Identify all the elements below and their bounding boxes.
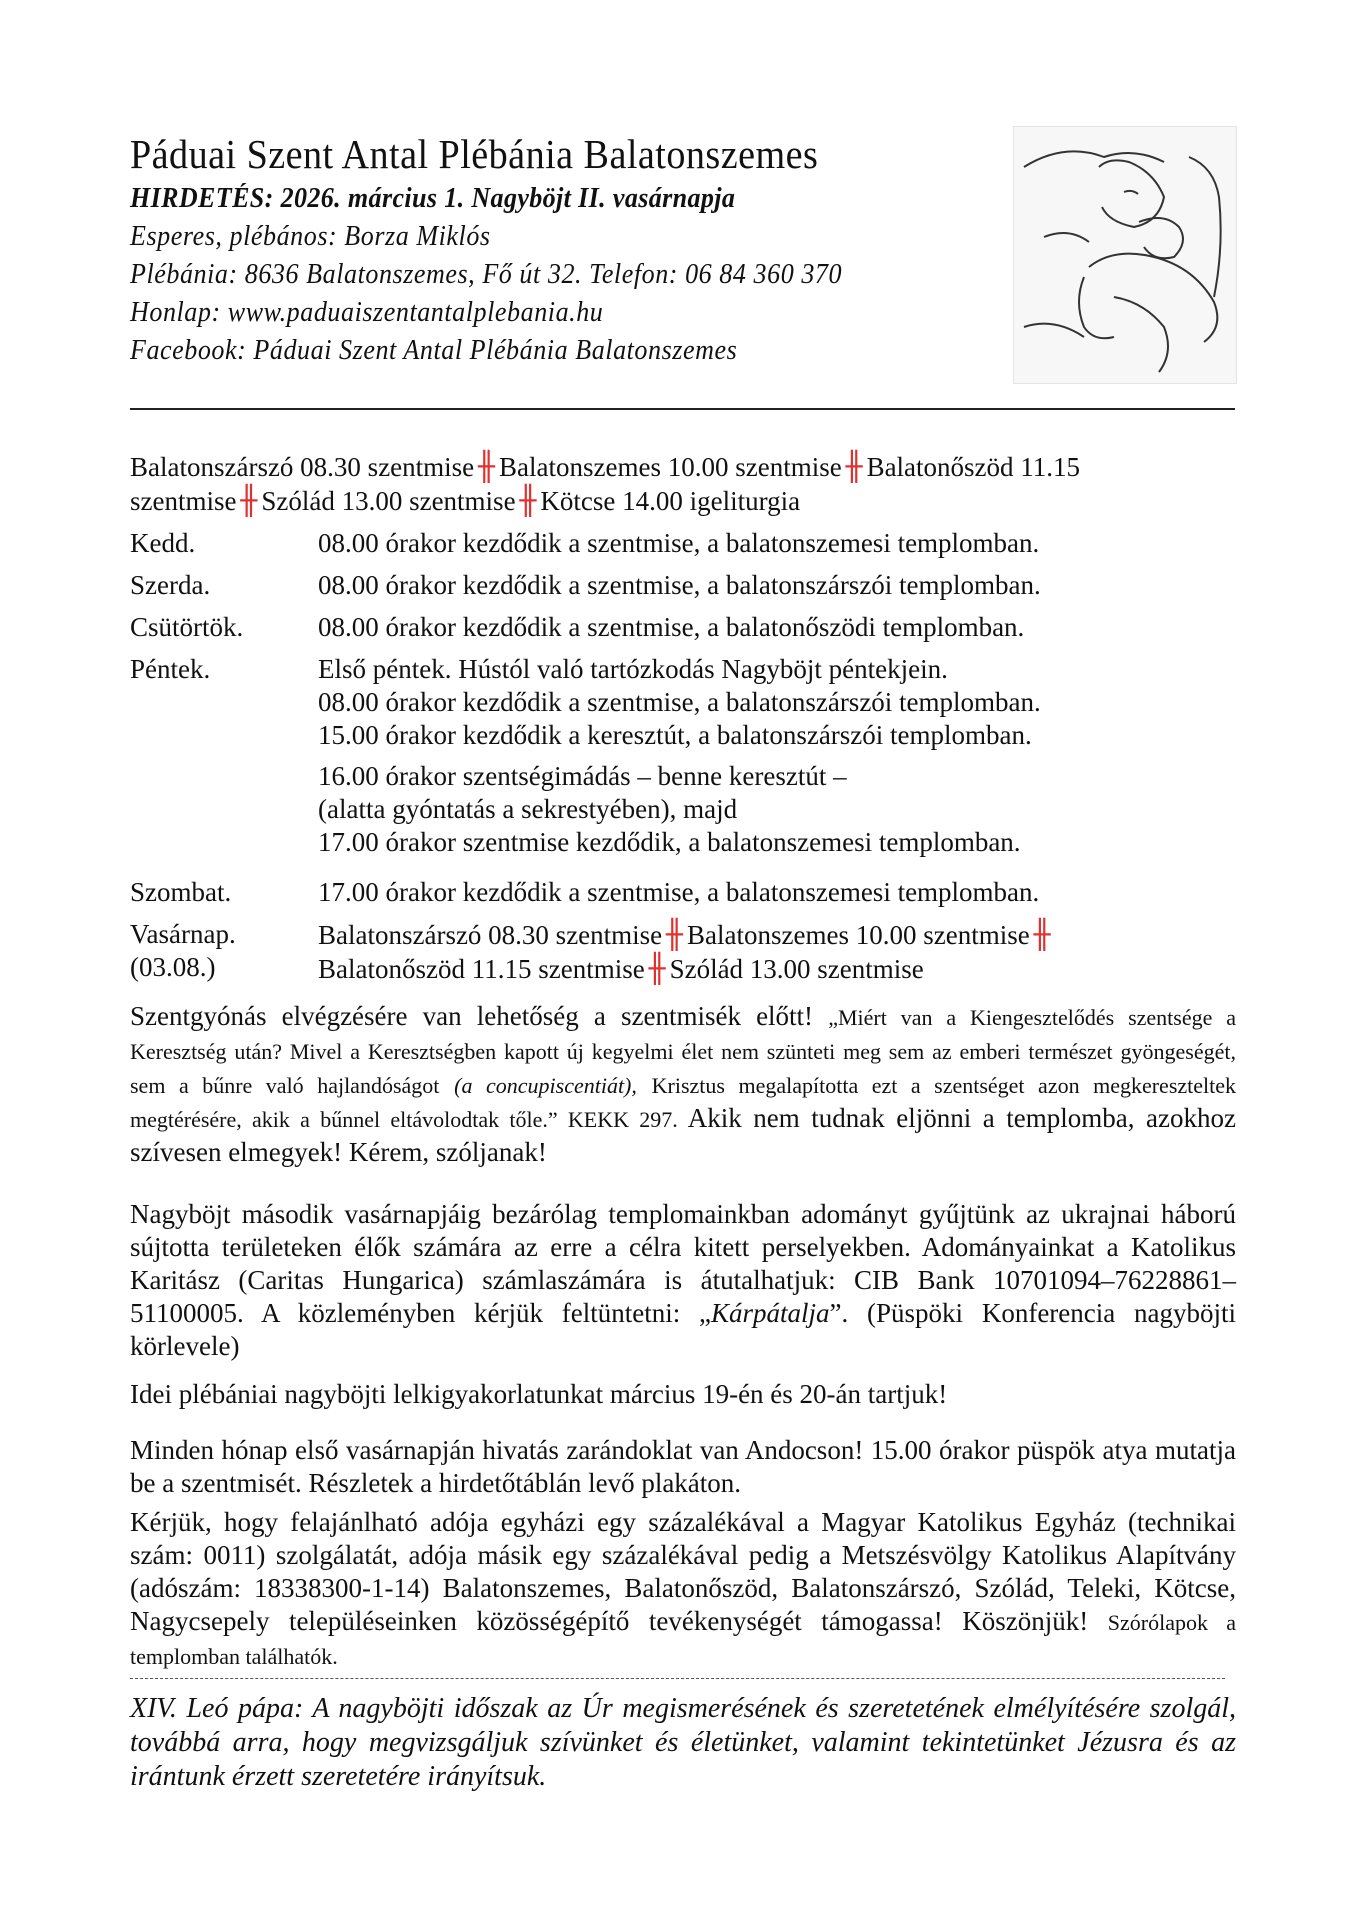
donation-keyword: Kárpátalja	[711, 1298, 830, 1328]
day-text: 15.00 órakor kezdődik a keresztút, a balatonszárszói templomban.	[318, 720, 1032, 750]
sunday-label	[130, 918, 310, 984]
mass-item: Balatonszemes 10.00 szentmise	[687, 920, 1030, 950]
cross-separator-icon: ╫	[240, 484, 258, 517]
cross-separator-icon: ╫	[666, 918, 684, 951]
day-text: 08.00 órakor kezdődik a szentmise, a balatonszárszói templomban.	[318, 570, 1041, 600]
donation-text-end: ”. (Püspöki Konferencia nagyböjti körlevele)	[130, 1298, 1237, 1361]
day-label: Kedd.	[130, 528, 196, 558]
page-title: Páduai Szent Antal Plébánia Balatonszemes	[130, 131, 819, 177]
header-divider	[130, 408, 1235, 410]
day-text: 08.00 órakor kezdődik a szentmise, a balatonszárszói templomban.	[318, 687, 1041, 717]
mass-item: Balatonőszöd 11.15 szentmise	[318, 954, 645, 984]
announcement-date: HIRDETÉS: 2026. március 1. Nagyböjt II. vasárnapja	[130, 183, 736, 214]
sunday-mass-schedule	[130, 450, 1236, 518]
mass-item: Szólád 13.00 szentmise	[669, 954, 924, 984]
cross-separator-icon: ╫	[478, 450, 496, 483]
mass-item: Balatonszárszó 08.30 szentmise	[318, 920, 663, 950]
day-date: (03.08.)	[130, 952, 216, 982]
friday-lines	[318, 653, 1238, 859]
confession-paragraph	[130, 1000, 1236, 1169]
tax-text: Kérjük, hogy felajánlható adója egyházi egy százalékával a Magyar Katolikus Egyház (technikai szám: 0011) szolgálatát, adója másik egy százalékával pedig a Metszésvölgy Katolikus Alapítvány (adószám: 18338300-1-14) Balatonszemes, Balatonőszöd, Balatonszárszó, Szólád, Teleki, Kötcse, Nagycsepely településeinken közösségépítő tevékenységét támogassa! Köszönjük!	[130, 1507, 1236, 1636]
mass-item: Balatonszemes 10.00 szentmise	[499, 452, 842, 482]
day-text: (alatta gyóntatás a sekrestyében), majd	[318, 794, 738, 824]
cross-separator-icon: ╫	[845, 450, 863, 483]
cross-separator-icon: ╫	[1033, 918, 1051, 951]
website: Honlap: www.paduaiszentantalplebania.hu	[130, 297, 604, 328]
mass-item: Kötcse 14.00 igeliturgia	[540, 486, 801, 516]
day-label: Csütörtök.	[130, 612, 244, 642]
donation-text: Nagyböjt második vasárnapjáig bezárólag templomainkban adományt gyűjtünk az ukrajnai háború sújtotta területeken élők számára az erre a célra kitett perselyekben. Adományainkat a Katolikus Karitász (Caritas Hungarica) számlaszámára is átutalhatjuk: CIB Bank 10701094–76228861–51100005. A közleményben kérjük feltüntetni: „	[130, 1199, 1236, 1328]
facebook: Facebook: Páduai Szent Antal Plébánia Balatonszemes	[130, 335, 738, 366]
day-text: 08.00 órakor kezdődik a szentmise, a balatonszemesi templomban.	[318, 528, 1040, 558]
retreat-paragraph: Idei plébániai nagyböjti lelkigyakorlatunkat március 19-én és 20-án tartjuk!	[130, 1379, 948, 1409]
sunday-masses	[318, 918, 1238, 986]
donation-paragraph	[130, 1198, 1236, 1363]
mass-item: Szólád 13.00 szentmise	[261, 486, 516, 516]
pilgrimage-paragraph: Minden hónap első vasárnapján hivatás zarándoklat van Andocson! 15.00 órakor püspök atya mutatja be a szentmisét. Részletek a hirdetőtáblán levő plakáton.	[130, 1435, 1236, 1498]
day-label: Vasárnap.	[130, 919, 236, 949]
saint-sketch-icon	[1014, 127, 1236, 383]
tax-small: Szórólapok a templomban találhatók.	[130, 1610, 1237, 1669]
day-label: Szombat.	[130, 877, 232, 907]
day-text: Első péntek. Hústól való tartózkodás Nagyböjt péntekjein.	[318, 654, 948, 684]
dashed-divider	[130, 1678, 1225, 1679]
header	[130, 128, 1000, 370]
day-text: 17.00 órakor szentmise kezdődik, a balatonszemesi templomban.	[318, 827, 1021, 857]
catechism-quote-end: Krisztus megalapította ezt a szentséget azon megkereszteltek megtérésére, akik a bűnnel eltávolodtak tőle.” KEKK 297.	[130, 1073, 1237, 1132]
day-text: 17.00 órakor kezdődik a szentmise, a balatonszemesi templomban.	[318, 877, 1040, 907]
mass-item: Balatonőszöd 11.15 szentmise	[130, 452, 1081, 516]
priest-name: Esperes, plébános: Borza Miklós	[130, 221, 491, 252]
day-label: Péntek.	[130, 654, 211, 684]
confession-lead: Szentgyónás elvégzésére van lehetőség a szentmisék előtt!	[130, 1001, 814, 1031]
day-text: 08.00 órakor kezdődik a szentmise, a balatonőszödi templomban.	[318, 612, 1025, 642]
mass-item: Balatonszárszó 08.30 szentmise	[130, 452, 475, 482]
day-label: Szerda.	[130, 570, 211, 600]
parish-address: Plébánia: 8636 Balatonszemes, Fő út 32. Telefon: 06 84 360 370	[130, 259, 843, 290]
catechism-quote: „Miért van a Kiengesztelődés szentsége a Keresztség után? Mivel a Keresztségben kapott új kegyelmi élet nem szünteti meg sem az emberi természet gyöngeségét, sem a bűnre való hajlandóságot	[130, 1005, 1237, 1098]
cross-separator-icon: ╫	[648, 952, 666, 985]
day-text: 16.00 órakor szentségimádás – benne keresztút –	[318, 761, 847, 791]
catechism-quote-italic: (a concupiscentiát),	[454, 1073, 637, 1098]
cross-separator-icon: ╫	[519, 484, 537, 517]
pope-quote: XIV. Leó pápa: A nagyböjti időszak az Úr megismerésének és szeretetének elmélyítésére szolgál, továbbá arra, hogy megvizsgáljuk szívünket és életünket, valamint tekintetünket Jézusra és az irántunk érzett szeretetére irányítsuk.	[130, 1693, 1236, 1792]
tax-paragraph	[130, 1506, 1236, 1673]
confession-tail: Akik nem tudnak eljönni a templomba, azokhoz szívesen elmegyek! Kérem, szóljanak!	[130, 1103, 1236, 1167]
saint-anthony-image	[1013, 126, 1237, 384]
